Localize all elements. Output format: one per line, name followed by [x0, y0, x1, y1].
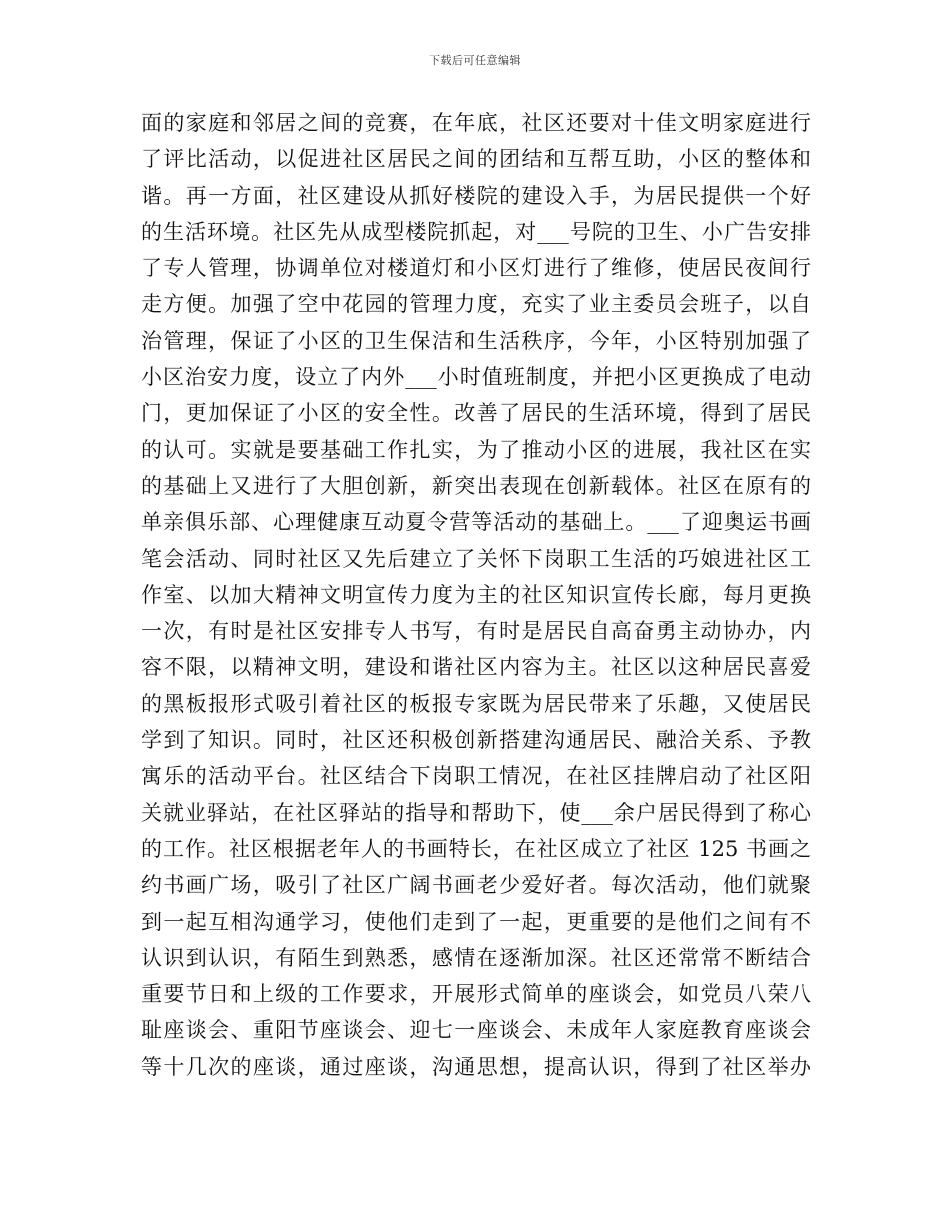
text-line: 一次，有时是社区安排专人书写，有时是居民自高奋勇主动协办，内: [141, 619, 811, 644]
text-line: 等十几次的座谈，通过座谈，沟通思想，提高认识，得到了社区举办: [141, 1054, 811, 1079]
text-line: 治管理，保证了小区的卫生保洁和生活秩序，今年，小区特别加强了: [141, 328, 811, 353]
text-line: 小区治安力度，设立了内外___小时值班制度，并把小区更换成了电动: [141, 365, 811, 390]
text-line: 的工作。社区根据老年人的书画特长，在社区成立了社区 125 书画之: [141, 836, 811, 861]
page-header: 下载后可任意编辑: [429, 54, 521, 67]
text-line: 走方便。加强了空中花园的管理力度，充实了业主委员会班子，以自: [141, 292, 811, 317]
text-line: 的生活环境。社区先从成型楼院抓起，对___号院的卫生、小广告安排: [141, 219, 811, 244]
text-line: 的基础上又进行了大胆创新，新突出表现在创新载体。社区在原有的: [141, 473, 811, 498]
text-line: 约书画广场，吸引了社区广阔书画老少爱好者。每次活动，他们就聚: [141, 873, 811, 898]
text-line: 了评比活动，以促进社区居民之间的团结和互帮互助，小区的整体和: [141, 147, 811, 172]
text-line: 笔会活动、同时社区又先后建立了关怀下岗职工生活的巧娘进社区工: [141, 546, 811, 571]
text-line: 了专人管理，协调单位对楼道灯和小区灯进行了维修，使居民夜间行: [141, 256, 811, 281]
text-line: 寓乐的活动平台。社区结合下岗职工情况，在社区挂牌启动了社区阳: [141, 764, 811, 789]
text-line: 耻座谈会、重阳节座谈会、迎七一座谈会、未成年人家庭教育座谈会: [141, 1018, 811, 1043]
text-line: 门，更加保证了小区的安全性。改善了居民的生活环境，得到了居民: [141, 401, 811, 426]
text-line: 的认可。实就是要基础工作扎实，为了推动小区的进展，我社区在实: [141, 437, 811, 462]
body-paragraph: [141, 105, 811, 1085]
text-line: 容不限，以精神文明，建设和谐社区内容为主。社区以这种居民喜爱: [141, 655, 811, 680]
text-line: 到一起互相沟通学习，使他们走到了一起，更重要的是他们之间有不: [141, 909, 811, 934]
text-line: 单亲俱乐部、心理健康互动夏令营等活动的基础上。___了迎奥运书画: [141, 510, 811, 535]
text-line: 作室、以加大精神文明宣传力度为主的社区知识宣传长廊，每月更换: [141, 582, 811, 607]
text-line: 谐。再一方面，社区建设从抓好楼院的建设入手，为居民提供一个好: [141, 183, 811, 208]
text-line: 面的家庭和邻居之间的竞赛，在年底，社区还要对十佳文明家庭进行: [141, 111, 811, 135]
text-line: 关就业驿站，在社区驿站的指导和帮助下，使___余户居民得到了称心: [141, 800, 811, 825]
text-line: 认识到认识，有陌生到熟悉，感情在逐渐加深。社区还常常不断结合: [141, 945, 811, 970]
text-line: 学到了知识。同时，社区还积极创新搭建沟通居民、融洽关系、予教: [141, 728, 811, 753]
text-line: 重要节日和上级的工作要求，开展形式简单的座谈会，如党员八荣八: [141, 982, 811, 1007]
text-line: 的黑板报形式吸引着社区的板报专家既为居民带来了乐趣，又使居民: [141, 691, 811, 716]
